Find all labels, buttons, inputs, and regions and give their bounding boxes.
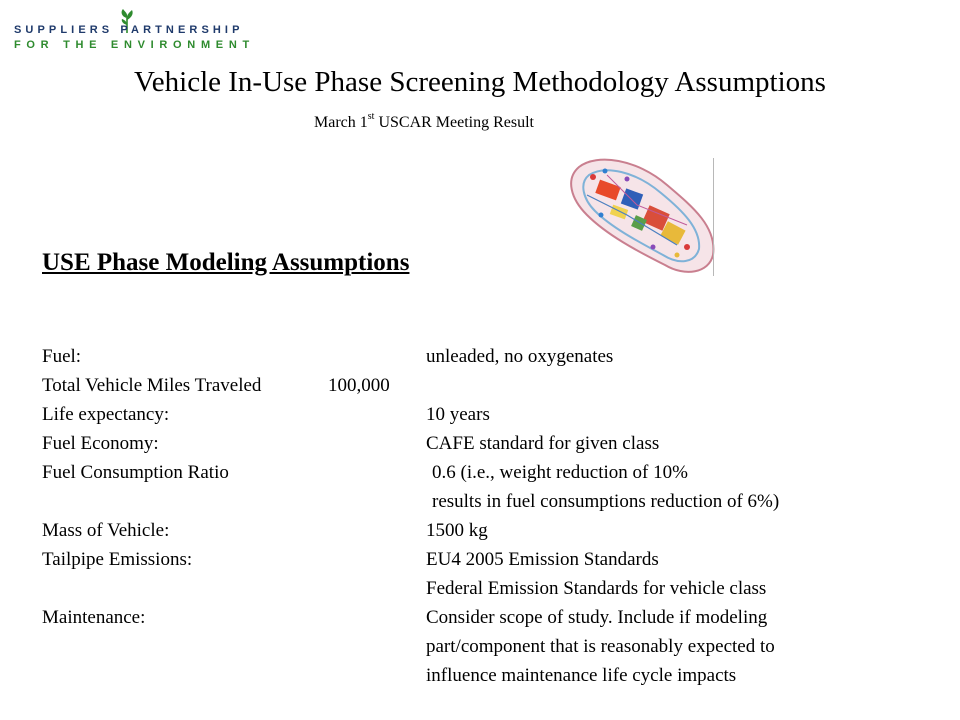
car-components-diagram [567,155,719,277]
subtitle-suffix: USCAR Meeting Result [374,114,534,131]
suppliers-partnership-logo [14,8,264,52]
assumption-value: CAFE standard for given class [426,433,660,454]
assumption-row-maintenance-cont-1 [42,632,942,661]
assumption-row-miles [42,371,942,400]
assumption-value: 0.6 (i.e., weight reduction of 10% [432,462,688,483]
assumption-value: 1500 kg [426,520,488,541]
subtitle-superscript: st [367,111,375,122]
assumption-row-emissions-cont [42,574,942,603]
assumption-row-emissions [42,545,942,574]
assumption-value: Consider scope of study. Include if modeling [426,607,768,628]
logo-line-2: FOR THE ENVIRONMENT [14,39,255,51]
assumption-row-fuel [42,342,942,371]
assumption-row-economy [42,429,942,458]
subtitle-prefix: March 1 [314,114,368,131]
assumption-value: results in fuel consumptions reduction of 6%) [432,491,780,512]
assumption-label: Mass of Vehicle: [42,520,170,541]
assumption-label: Fuel Economy: [42,433,159,454]
assumption-label: Tailpipe Emissions: [42,549,193,570]
assumption-label: Fuel Consumption Ratio [42,462,229,483]
assumption-label: Life expectancy: [42,404,170,425]
assumption-row-life [42,400,942,429]
assumption-row-mass [42,516,942,545]
assumption-value: Federal Emission Standards for vehicle class [426,578,767,599]
image-divider [713,158,714,276]
assumptions-list [42,342,942,690]
assumption-value: 100,000 [328,375,390,396]
assumption-value: EU4 2005 Emission Standards [426,549,659,570]
logo-line-1: SUPPLIERS PARTNERSHIP [14,24,244,36]
assumption-row-ratio [42,458,942,487]
assumption-label: Maintenance: [42,607,146,628]
assumption-value: part/component that is reasonably expected to [426,636,775,657]
assumption-label: Fuel: [42,346,82,367]
section-heading: USE Phase Modeling Assumptions [42,249,410,276]
assumption-value: unleaded, no oxygenates [426,346,614,367]
assumption-label: Total Vehicle Miles Traveled [42,375,262,396]
assumption-row-maintenance-cont-2 [42,661,942,690]
slide-title: Vehicle In-Use Phase Screening Methodology Assumptions [134,66,826,98]
assumption-row-ratio-cont [42,487,942,516]
assumption-value: influence maintenance life cycle impacts [426,665,737,686]
assumption-row-maintenance [42,603,942,632]
assumption-value: 10 years [426,404,490,425]
slide-subtitle [314,111,534,132]
